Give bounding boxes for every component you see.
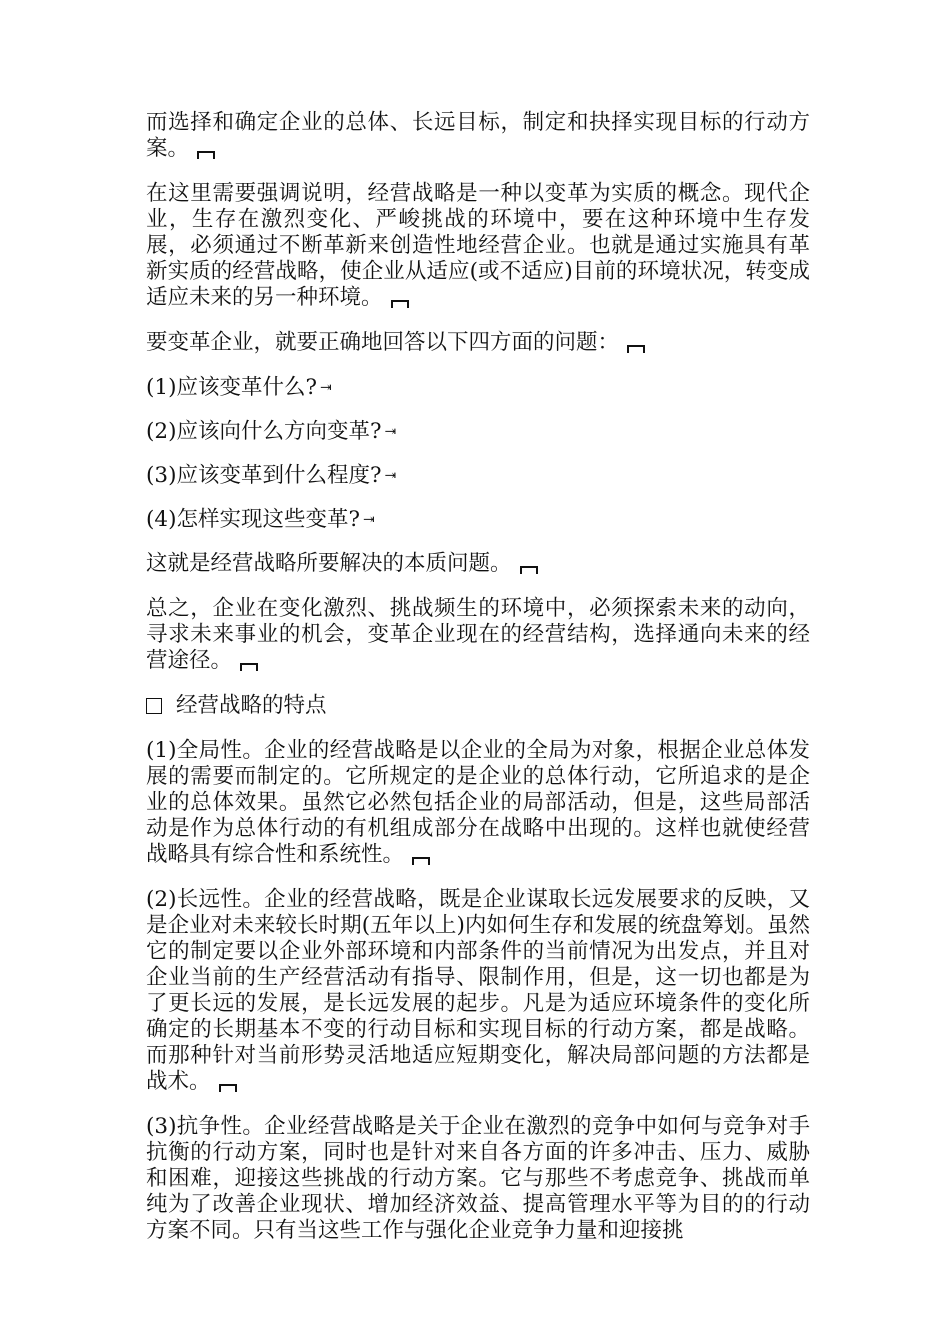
paragraph-2 bbox=[146, 181, 810, 311]
paragraph-mark-icon bbox=[627, 345, 645, 353]
paragraph-mark-icon bbox=[520, 566, 538, 574]
paragraph-5-text: 总之，企业在变化激烈、挑战频生的环境中，必须探索未来的动向，寻求未来事业的机会，变革企业现在的经营结构，选择通向未来的经营途径。 bbox=[146, 596, 810, 673]
empty-square-icon bbox=[146, 698, 162, 714]
line-break-icon: ⇥ bbox=[384, 468, 397, 484]
line-break-icon: ⇥ bbox=[319, 380, 332, 396]
paragraph-5 bbox=[146, 596, 810, 674]
question-3 bbox=[146, 463, 810, 489]
paragraph-mark-icon bbox=[391, 300, 409, 308]
section-heading bbox=[146, 693, 810, 719]
paragraph-3-text: 要变革企业，就要正确地回答以下四方面的问题： bbox=[146, 330, 620, 355]
paragraph-mark-icon bbox=[240, 663, 258, 671]
line-break-icon: ⇥ bbox=[384, 424, 397, 440]
paragraph-1-text: 而选择和确定企业的总体、长远目标，制定和抉择实现目标的行动方案。 bbox=[146, 110, 810, 161]
feature-1 bbox=[146, 738, 810, 868]
feature-3-text: (3)抗争性。企业经营战略是关于企业在激烈的竞争中如何与竞争对手抗衡的行动方案，同时也是针对来自各方面的许多冲击、压力、威胁和困难，迎接这些挑战的行动方案。它与那些不考虑竞争、挑战而单纯为了改善企业现状、增加经济效益、提高管理水平等为目的的行动方案不同。只有当这些工作与强化企业竞争力量和迎接挑 bbox=[146, 1114, 810, 1243]
paragraph-4 bbox=[146, 551, 810, 577]
feature-1-text: (1)全局性。企业的经营战略是以企业的全局为对象，根据企业总体发展的需要而制定的。它所规定的是企业的总体行动，它所追求的是企业的总体效果。虽然它必然包括企业的局部活动，但是，这些局部活动是作为总体行动的有机组成部分在战略中出现的。这样也就使经营战略具有综合性和系统性。 bbox=[146, 738, 810, 867]
question-2 bbox=[146, 419, 810, 445]
question-3-text: (3)应该变革到什么程度? bbox=[146, 463, 382, 488]
paragraph-3 bbox=[146, 330, 810, 356]
feature-3 bbox=[146, 1114, 810, 1244]
paragraph-mark-icon bbox=[197, 151, 215, 159]
question-2-text: (2)应该向什么方向变革? bbox=[146, 419, 382, 444]
paragraph-4-text: 这就是经营战略所要解决的本质问题。 bbox=[146, 551, 512, 576]
feature-2-text: (2)长远性。企业的经营战略，既是企业谋取长远发展要求的反映，又是企业对未来较长时期(五年以上)内如何生存和发展的统盘筹划。虽然它的制定要以企业外部环境和内部条件的当前情况为出发点，并且对企业当前的生产经营活动有指导、限制作用，但是，这一切也都是为了更长远的发展，是长远发展的起步。凡是为适应环境条件的变化所确定的长期基本不变的行动目标和实现目标的行动方案，都是战略。而那种针对当前形势灵活地适应短期变化，解决局部问题的方法都是战术。 bbox=[146, 887, 810, 1094]
question-4 bbox=[146, 507, 810, 533]
paragraph-mark-icon bbox=[412, 857, 430, 865]
paragraph-1 bbox=[146, 110, 810, 162]
paragraph-2-text: 在这里需要强调说明，经营战略是一种以变革为实质的概念。现代企业，生存在激烈变化、严峻挑战的环境中，要在这种环境中生存发展，必须通过不断革新来创造性地经营企业。也就是通过实施具有革新实质的经营战略，使企业从适应(或不适应)目前的环境状况，转变成适应未来的另一种环境。 bbox=[146, 181, 810, 310]
document-page bbox=[146, 110, 810, 1263]
section-heading-text: 经营战略的特点 bbox=[176, 693, 327, 718]
question-4-text: (4)怎样实现这些变革? bbox=[146, 507, 360, 532]
line-break-icon: ⇥ bbox=[362, 512, 375, 528]
paragraph-mark-icon bbox=[219, 1084, 237, 1092]
question-1-text: (1)应该变革什么? bbox=[146, 375, 317, 400]
feature-2 bbox=[146, 887, 810, 1095]
question-1 bbox=[146, 375, 810, 401]
